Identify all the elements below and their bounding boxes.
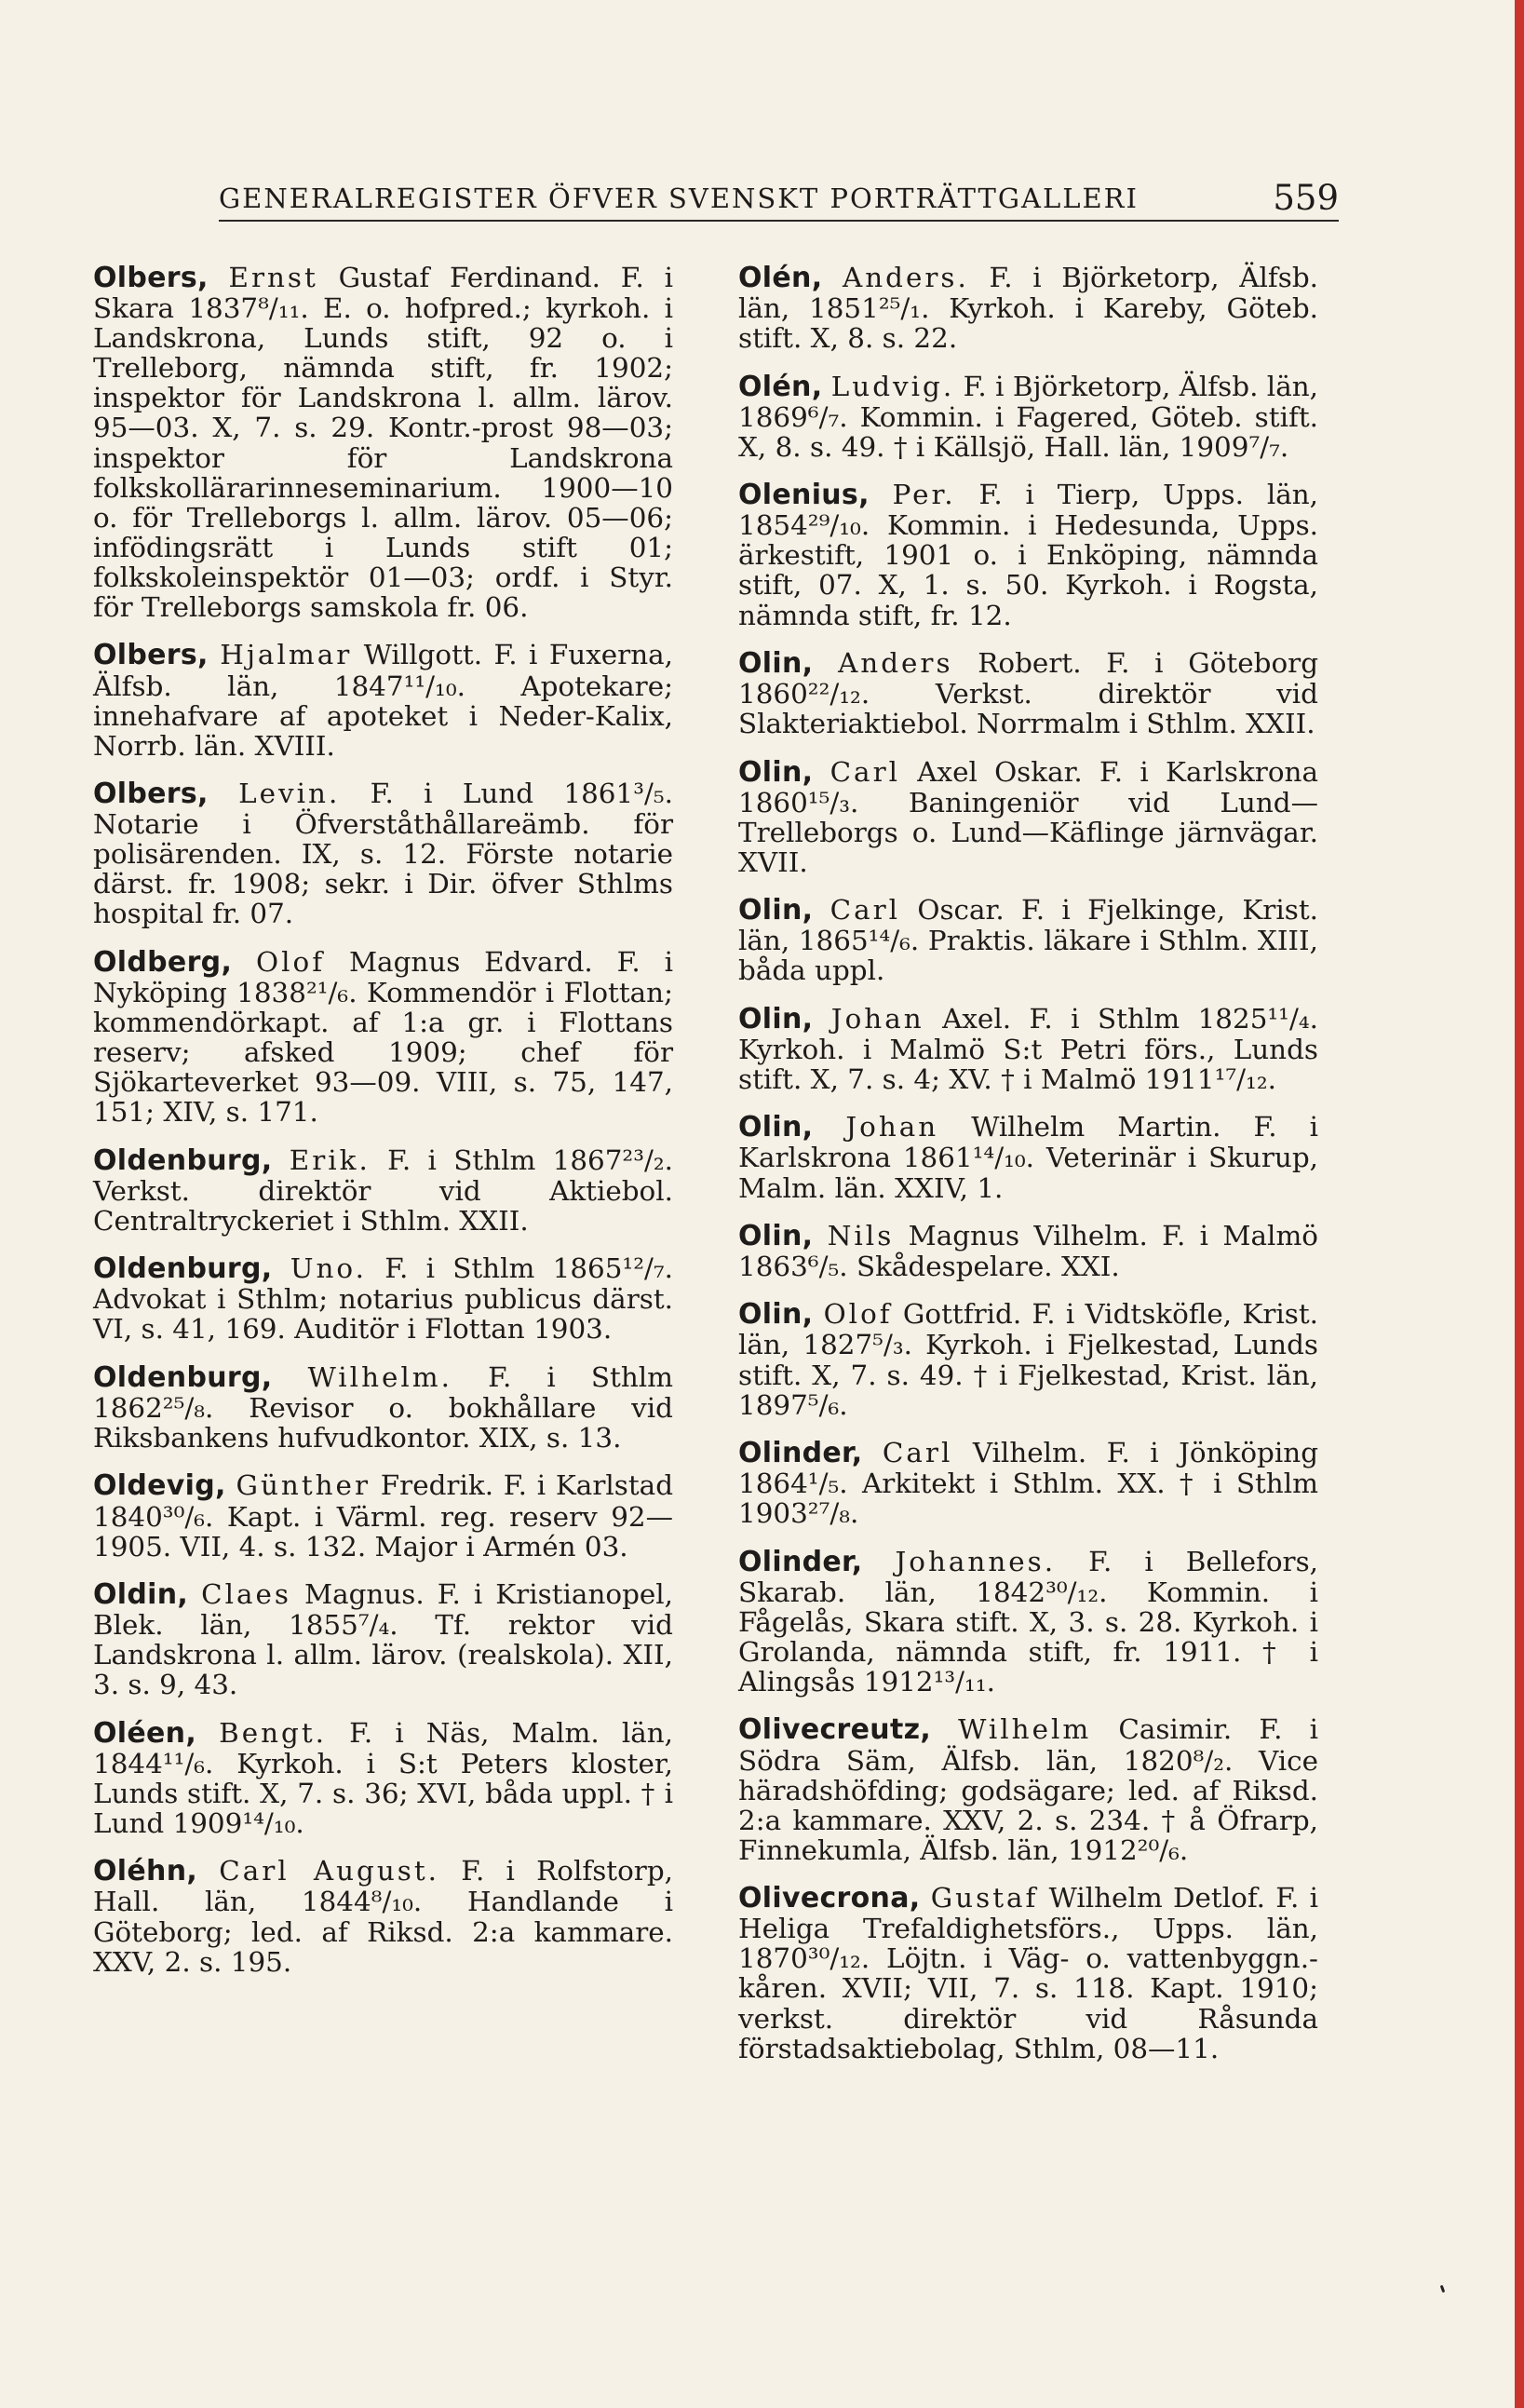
running-head: GENERALREGISTER ÖFVER SVENSKT PORTRÄTTGALLERI	[219, 183, 1139, 214]
entry-text: F. i Lund 1861³/₅. Notarie i Öfverståthållareämb. för polisärenden. IX, s. 12. Förste notarie därst. fr. 1908; sekr. i Dir. öfver Sthlms hospital fr. 07.	[93, 778, 673, 930]
entry-surname: Olenius,	[738, 479, 870, 512]
register-entry	[738, 372, 1318, 462]
entry-given-name: Gustaf	[930, 1882, 1039, 1914]
entry-text: F. i Björketorp, Älfsb. län, 1869⁶/₇. Kommin. i Fagered, Göteb. stift. X, 8. s. 49. † i Källsjö, Hall. län, 1909⁷/₇.	[738, 370, 1319, 463]
entry-surname: Olin,	[738, 755, 814, 789]
entry-given-name: Claes	[201, 1578, 291, 1611]
register-entry	[738, 1004, 1318, 1094]
register-entry	[93, 1579, 673, 1699]
entry-surname: Oldin,	[93, 1578, 189, 1612]
entry-given-name: Johan	[830, 1002, 924, 1035]
entry-surname: Olinder,	[738, 1545, 863, 1578]
register-entry	[738, 1299, 1318, 1419]
entry-surname: Olén,	[738, 370, 823, 403]
entry-text: Magnus Vilhelm. F. i Malmö 1863⁶/₅. Skådespelare. XXI.	[738, 1219, 1319, 1282]
ink-speck	[1440, 2285, 1446, 2293]
entry-given-name: Erik.	[289, 1143, 371, 1176]
entry-text: F. i Sthlm 1867²³/₂. Verkst. direktör vid Aktiebol. Centraltryckeriet i Sthlm. XXII.	[93, 1143, 674, 1237]
register-entry	[93, 1253, 673, 1344]
register-entry	[738, 648, 1318, 738]
entry-surname: Oldevig,	[93, 1469, 226, 1503]
entry-given-name: Anders.	[843, 262, 969, 293]
entry-text: Gottfrid. F. i Vidtsköfle, Krist. län, 1827⁵/₃. Kyrkoh. i Fjelkestad, Lunds stift. X, 7. s. 49. † i Fjelkestad, Krist. län, 1897⁵/₆.	[738, 1298, 1319, 1421]
register-entry	[738, 480, 1318, 629]
register-entry	[738, 263, 1318, 353]
entry-text: F. i Tierp, Upps. län, 1854²⁹/₁₀. Kommin. i Hedesunda, Upps. ärkestift, 1901 o. i Enköping, nämnda stift, 07. X, 1. s. 50. Kyrkoh. i Rogsta, nämnda stift, fr. 12.	[738, 479, 1319, 631]
entry-surname: Oldberg,	[93, 945, 233, 979]
entry-given-name: Wilhelm	[958, 1713, 1092, 1746]
entry-surname: Olin,	[738, 894, 814, 927]
entry-given-name: Günther	[236, 1469, 371, 1502]
entry-surname: Olinder,	[738, 1437, 863, 1470]
entry-given-name: Johan	[845, 1111, 939, 1143]
register-entry	[93, 1145, 673, 1236]
entry-surname: Olivecreutz,	[738, 1713, 932, 1747]
entry-given-name: Carl	[829, 755, 901, 788]
entry-text: Wilhelm Martin. F. i Karlskrona 1861¹⁴/₁₀. Veterinär i Skurup, Malm. län. XXIV, 1.	[738, 1111, 1319, 1204]
register-entry	[93, 1856, 673, 1976]
register-entry	[93, 947, 673, 1128]
entry-text: F. i Näs, Malm. län, 1844¹¹/₆. Kyrkoh. i S:t Peters kloster, Lunds stift. X, 7. s. 36; XVI, båda uppl. † i Lund 1909¹⁴/₁₀.	[93, 1716, 674, 1839]
register-entry	[93, 640, 673, 760]
entry-given-name: Carl	[829, 894, 901, 927]
entry-text: Magnus Edvard. F. i Nyköping 1838²¹/₆. Kommendör i Flottan; kommendörkapt. af 1:a gr. i Flottans reserv; afsked 1909; chef för Sjökarteverket 93—09. VIII, s. 75, 147, 151; XIV, s. 171.	[93, 945, 674, 1129]
entry-text: Oscar. F. i Fjelkinge, Krist. län, 1865¹⁴/₆. Praktis. läkare i Sthlm. XIII, båda uppl.	[738, 894, 1318, 987]
register-entry	[738, 895, 1318, 985]
entry-surname: Oldenburg,	[93, 1252, 273, 1286]
register-entry	[738, 1112, 1318, 1202]
entry-given-name: Olof	[823, 1298, 893, 1331]
page-header	[219, 178, 1339, 222]
entry-given-name: Ernst	[228, 262, 318, 293]
entry-surname: Olin,	[738, 1111, 814, 1144]
entry-given-name: Per.	[892, 479, 956, 511]
entry-given-name: Anders	[838, 646, 953, 679]
register-entry	[738, 757, 1318, 877]
entry-given-name: Carl August.	[219, 1855, 440, 1887]
register-entry	[93, 263, 673, 622]
entry-surname: Olin,	[738, 1002, 814, 1035]
entry-text: Vilhelm. F. i Jönköping 1864¹/₅. Arkitekt i Sthlm. XX. † i Sthlm 1903²⁷/₈.	[738, 1437, 1319, 1530]
entry-surname: Olivecrona,	[738, 1882, 921, 1915]
right-column	[738, 263, 1318, 2081]
entry-text: Axel Oskar. F. i Karlskrona 1860¹⁵/₃. Baningeniör vid Lund—Trelleborgs o. Lund—Käflinge järnvägar. XVII.	[738, 755, 1319, 878]
entry-given-name: Bengt.	[219, 1716, 328, 1749]
entry-text: Robert. F. i Göteborg 1860²²/₁₂. Verkst. direktör vid Slakteriaktiebol. Norrmalm i Sthlm. XXII.	[738, 646, 1319, 740]
entry-text: Casimir. F. i Södra Säm, Älfsb. län, 1820⁸/₂. Vice häradshöfding; godsägare; led. af Riksd. 2:a kammare. XXV, 2. s. 234. † å Öfrarp, Finnekumla, Älfsb. län, 1912²⁰/₆.	[738, 1713, 1319, 1866]
page-number: 559	[1273, 178, 1339, 218]
entry-surname: Olin,	[738, 1298, 814, 1332]
entry-surname: Oléhn,	[93, 1855, 198, 1888]
entry-text: Gustaf Ferdinand. F. i Skara 1837⁸/₁₁. E. o. hofpred.; kyrkoh. i Landskrona, Lunds stift, 92 o. i Trelleborg, nämnda stift, fr. 1902; inspektor för Landskrona l. allm. lärov. 95—03. X, 7. s. 29. Kontr.-prost 98—03; inspektor för Landskrona folkskollärarinneseminarium. 1900—10 o. för Trelleborgs l. allm. lärov. 05—06; infödingsrätt i Lunds stift 01; folkskoleinspektör 01—03; ordf. i Styr. för Trelleborgs samskola fr. 06.	[93, 262, 673, 624]
register-entry	[738, 1714, 1318, 1864]
entry-surname: Oldenburg,	[93, 1143, 273, 1177]
entry-surname: Olbers,	[93, 639, 209, 672]
entry-text: Fredrik. F. i Karlstad 1840³⁰/₆. Kapt. i Värml. reg. reserv 92—1905. VII, 4. s. 132. Major i Armén 03.	[93, 1469, 674, 1562]
entry-surname: Olbers,	[93, 778, 209, 811]
entry-given-name: Nils	[827, 1219, 895, 1251]
entry-surname: Olin,	[738, 1219, 814, 1252]
entry-text: F. i Björketorp, Älfsb. län, 1851²⁵/₁. Kyrkoh. i Kareby, Göteb. stift. X, 8. s. 22.	[738, 262, 1319, 355]
register-entry	[93, 1470, 673, 1561]
entry-surname: Oldenburg,	[93, 1360, 273, 1394]
entry-text: Wilhelm Detlof. F. i Heliga Trefaldighetsförs., Upps. län, 1870³⁰/₁₂. Löjtn. i Väg- o. vattenbyggn.-kåren. XVII; VII, 7. s. 118. Kapt. 1910; verkst. direktör vid Råsunda förstadsaktiebolag, Sthlm, 08—11.	[738, 1882, 1319, 2064]
entry-surname: Olin,	[738, 646, 814, 680]
entry-text: F. i Sthlm 1865¹²/₇. Advokat i Sthlm; notarius publicus därst. VI, s. 41, 169. Auditör i Flottan 1903.	[93, 1252, 674, 1346]
entry-text: Magnus. F. i Kristianopel, Blek. län, 1855⁷/₄. Tf. rektor vid Landskrona l. allm. lärov. (realskola). XII, 3. s. 9, 43.	[93, 1578, 674, 1701]
entry-given-name: Wilhelm.	[307, 1360, 453, 1393]
entry-text: F. i Bellefors, Skarab. län, 1842³⁰/₁₂. Kommin. i Fågelås, Skara stift. X, 3. s. 28. Kyrkoh. i Grolanda, nämnda stift, fr. 1911. † i Alingsås 1912¹³/₁₁.	[738, 1545, 1319, 1698]
entry-surname: Oléen,	[93, 1716, 197, 1750]
register-entry	[93, 778, 673, 928]
entry-given-name: Ludvig.	[830, 370, 955, 402]
entry-text: Axel. F. i Sthlm 1825¹¹/₄. Kyrkoh. i Malmö S:t Petri förs., Lunds stift. X, 7. s. 4; XV. † i Malmö 1911¹⁷/₁₂.	[738, 1002, 1318, 1095]
entry-given-name: Johannes.	[895, 1545, 1057, 1577]
entry-text: Willgott. F. i Fuxerna, Älfsb. län, 1847¹¹/₁₀. Apotekare; innehafvare af apoteket i Neder-Kalix, Norrb. län. XVIII.	[93, 639, 674, 762]
entry-text: F. i Sthlm 1862²⁵/₈. Revisor o. bokhållare vid Riksbankens hufvudkontor. XIX, s. 13.	[93, 1360, 674, 1454]
entry-surname: Olén,	[738, 262, 823, 294]
entry-surname: Olbers,	[93, 262, 209, 294]
register-entry	[738, 1438, 1318, 1528]
entry-given-name: Hjalmar	[220, 639, 353, 671]
register-entry	[93, 1362, 673, 1453]
register-entry	[738, 1883, 1318, 2063]
entry-given-name: Olof	[256, 945, 326, 978]
entry-given-name: Carl	[882, 1437, 953, 1469]
entry-given-name: Levin.	[238, 778, 341, 810]
register-entry	[738, 1547, 1318, 1697]
left-column	[93, 263, 673, 1995]
register-entry	[738, 1221, 1318, 1281]
entry-text: F. i Rolfstorp, Hall. län, 1844⁸/₁₀. Handlande i Göteborg; led. af Riksd. 2:a kammare. XXV, 2. s. 195.	[93, 1855, 674, 1978]
entry-given-name: Uno.	[290, 1252, 367, 1285]
register-entry	[93, 1718, 673, 1838]
